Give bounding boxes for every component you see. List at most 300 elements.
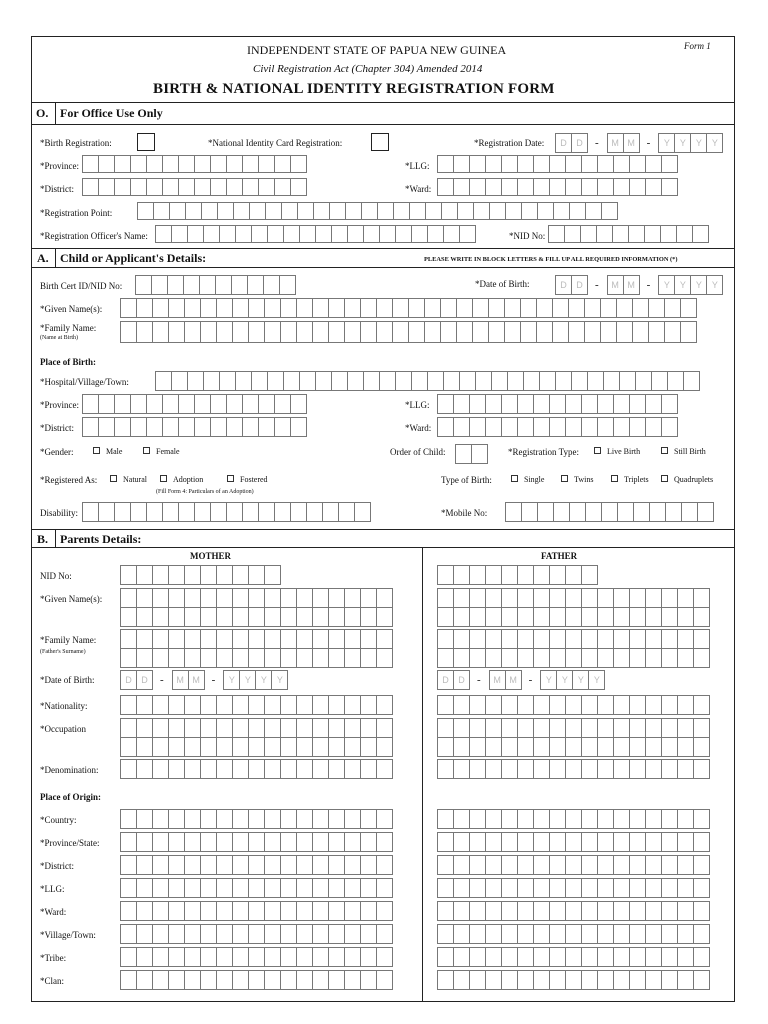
char-cell[interactable] xyxy=(581,970,598,990)
char-cell[interactable] xyxy=(187,225,204,243)
char-cell[interactable] xyxy=(581,947,598,967)
char-cell[interactable] xyxy=(469,648,486,668)
char-cell[interactable] xyxy=(184,924,201,944)
char-cell[interactable] xyxy=(453,178,470,196)
char-cell[interactable] xyxy=(629,855,646,875)
char-cell[interactable] xyxy=(437,901,454,921)
father-tribe-input[interactable] xyxy=(437,947,709,967)
char-cell[interactable] xyxy=(584,321,601,343)
char-cell[interactable] xyxy=(328,832,345,852)
char-cell[interactable] xyxy=(613,759,630,779)
char-cell[interactable] xyxy=(565,855,582,875)
char-cell[interactable] xyxy=(501,759,518,779)
char-cell[interactable] xyxy=(661,718,678,738)
char-cell[interactable] xyxy=(312,629,329,649)
char-cell[interactable] xyxy=(200,607,217,627)
char-cell[interactable] xyxy=(265,202,282,220)
char-cell[interactable] xyxy=(517,970,534,990)
char-cell[interactable] xyxy=(645,947,662,967)
hospital-input[interactable] xyxy=(155,371,699,391)
char-cell[interactable] xyxy=(232,970,249,990)
char-cell[interactable] xyxy=(581,718,598,738)
date-year-cell[interactable]: Y xyxy=(556,670,573,690)
char-cell[interactable] xyxy=(313,202,330,220)
date-year-cell[interactable]: Y xyxy=(658,133,675,153)
char-cell[interactable] xyxy=(617,502,634,522)
char-cell[interactable] xyxy=(296,855,313,875)
char-cell[interactable] xyxy=(363,371,380,391)
char-cell[interactable] xyxy=(677,832,694,852)
char-cell[interactable] xyxy=(168,737,185,757)
date-year-group[interactable] xyxy=(540,670,604,690)
char-cell[interactable] xyxy=(264,737,281,757)
char-cell[interactable] xyxy=(629,588,646,608)
father-clan-input[interactable] xyxy=(437,970,709,990)
char-cell[interactable] xyxy=(328,970,345,990)
char-cell[interactable] xyxy=(171,371,188,391)
char-cell[interactable] xyxy=(693,970,710,990)
date-day-cell[interactable]: D xyxy=(453,670,470,690)
char-cell[interactable] xyxy=(232,565,249,585)
char-cell[interactable] xyxy=(629,695,646,715)
char-cell[interactable] xyxy=(661,695,678,715)
char-cell[interactable] xyxy=(645,832,662,852)
child-district-input[interactable] xyxy=(82,417,306,437)
char-cell[interactable] xyxy=(280,947,297,967)
char-cell[interactable] xyxy=(312,607,329,627)
char-cell[interactable] xyxy=(523,371,540,391)
char-cell[interactable] xyxy=(549,901,566,921)
char-cell[interactable] xyxy=(613,901,630,921)
char-cell[interactable] xyxy=(437,947,454,967)
char-cell[interactable] xyxy=(453,832,470,852)
char-cell[interactable] xyxy=(536,321,553,343)
char-cell[interactable] xyxy=(649,502,666,522)
char-cell[interactable] xyxy=(232,832,249,852)
char-cell[interactable] xyxy=(146,502,163,522)
char-cell[interactable] xyxy=(153,202,170,220)
char-cell[interactable] xyxy=(517,855,534,875)
char-cell[interactable] xyxy=(549,695,566,715)
date-month-cell[interactable]: M xyxy=(489,670,506,690)
char-cell[interactable] xyxy=(152,298,169,318)
char-cell[interactable] xyxy=(549,718,566,738)
char-cell[interactable] xyxy=(533,924,550,944)
char-cell[interactable] xyxy=(280,970,297,990)
char-cell[interactable] xyxy=(661,178,678,196)
father-ward-input[interactable] xyxy=(437,901,709,921)
char-cell[interactable] xyxy=(184,607,201,627)
char-cell[interactable] xyxy=(200,737,217,757)
char-cell[interactable] xyxy=(231,275,248,295)
char-cell[interactable] xyxy=(651,371,668,391)
char-cell[interactable] xyxy=(232,737,249,757)
char-cell[interactable] xyxy=(501,947,518,967)
char-cell[interactable] xyxy=(130,178,147,196)
char-cell[interactable] xyxy=(296,298,313,318)
char-cell[interactable] xyxy=(501,565,518,585)
char-cell[interactable] xyxy=(613,394,630,414)
char-cell[interactable] xyxy=(280,321,297,343)
char-cell[interactable] xyxy=(533,901,550,921)
char-cell[interactable] xyxy=(130,394,147,414)
char-cell[interactable] xyxy=(644,225,661,243)
char-cell[interactable] xyxy=(437,878,454,898)
char-cell[interactable] xyxy=(178,394,195,414)
char-cell[interactable] xyxy=(162,502,179,522)
char-cell[interactable] xyxy=(258,155,275,173)
date-year-cell[interactable]: Y xyxy=(223,670,240,690)
char-cell[interactable] xyxy=(517,565,534,585)
char-cell[interactable] xyxy=(629,970,646,990)
char-cell[interactable] xyxy=(136,855,153,875)
char-cell[interactable] xyxy=(167,275,184,295)
char-cell[interactable] xyxy=(312,832,329,852)
live-birth-checkbox[interactable] xyxy=(594,447,601,454)
char-cell[interactable] xyxy=(82,502,99,522)
char-cell[interactable] xyxy=(283,371,300,391)
char-cell[interactable] xyxy=(152,588,169,608)
char-cell[interactable] xyxy=(258,502,275,522)
char-cell[interactable] xyxy=(216,970,233,990)
char-cell[interactable] xyxy=(693,809,710,829)
date-year-cell[interactable]: Y xyxy=(255,670,272,690)
char-cell[interactable] xyxy=(629,394,646,414)
char-cell[interactable] xyxy=(587,371,604,391)
char-cell[interactable] xyxy=(677,718,694,738)
char-cell[interactable] xyxy=(216,901,233,921)
twins-checkbox[interactable] xyxy=(561,475,568,482)
char-cell[interactable] xyxy=(184,737,201,757)
char-cell[interactable] xyxy=(565,759,582,779)
char-cell[interactable] xyxy=(456,298,473,318)
char-cell[interactable] xyxy=(98,502,115,522)
char-cell[interactable] xyxy=(677,970,694,990)
mother-nationality-input[interactable] xyxy=(120,695,392,715)
char-cell[interactable] xyxy=(661,737,678,757)
char-cell[interactable] xyxy=(549,629,566,649)
char-cell[interactable] xyxy=(152,901,169,921)
char-cell[interactable] xyxy=(82,417,99,437)
char-cell[interactable] xyxy=(344,970,361,990)
char-cell[interactable] xyxy=(677,648,694,668)
char-cell[interactable] xyxy=(329,202,346,220)
char-cell[interactable] xyxy=(645,737,662,757)
char-cell[interactable] xyxy=(98,178,115,196)
date-day-group[interactable] xyxy=(437,670,469,690)
char-cell[interactable] xyxy=(130,502,147,522)
char-cell[interactable] xyxy=(152,321,169,343)
char-cell[interactable] xyxy=(521,202,538,220)
char-cell[interactable] xyxy=(613,855,630,875)
char-cell[interactable] xyxy=(152,855,169,875)
char-cell[interactable] xyxy=(248,588,265,608)
char-cell[interactable] xyxy=(210,417,227,437)
char-cell[interactable] xyxy=(533,629,550,649)
char-cell[interactable] xyxy=(354,502,371,522)
char-cell[interactable] xyxy=(216,588,233,608)
char-cell[interactable] xyxy=(184,970,201,990)
char-cell[interactable] xyxy=(200,565,217,585)
char-cell[interactable] xyxy=(693,901,710,921)
char-cell[interactable] xyxy=(120,629,137,649)
child-ward-input[interactable] xyxy=(437,417,677,437)
char-cell[interactable] xyxy=(441,202,458,220)
char-cell[interactable] xyxy=(216,629,233,649)
char-cell[interactable] xyxy=(152,970,169,990)
char-cell[interactable] xyxy=(517,737,534,757)
char-cell[interactable] xyxy=(344,832,361,852)
date-day-cell[interactable]: D xyxy=(555,275,572,295)
char-cell[interactable] xyxy=(425,202,442,220)
char-cell[interactable] xyxy=(360,695,377,715)
char-cell[interactable] xyxy=(200,759,217,779)
char-cell[interactable] xyxy=(517,607,534,627)
char-cell[interactable] xyxy=(216,832,233,852)
office-llg-input[interactable] xyxy=(437,155,677,173)
char-cell[interactable] xyxy=(437,924,454,944)
char-cell[interactable] xyxy=(453,809,470,829)
char-cell[interactable] xyxy=(376,924,393,944)
char-cell[interactable] xyxy=(629,809,646,829)
char-cell[interactable] xyxy=(248,565,265,585)
date-month-cell[interactable]: M xyxy=(188,670,205,690)
char-cell[interactable] xyxy=(169,202,186,220)
char-cell[interactable] xyxy=(162,394,179,414)
char-cell[interactable] xyxy=(242,178,259,196)
char-cell[interactable] xyxy=(312,737,329,757)
char-cell[interactable] xyxy=(296,901,313,921)
char-cell[interactable] xyxy=(533,718,550,738)
char-cell[interactable] xyxy=(533,178,550,196)
char-cell[interactable] xyxy=(146,394,163,414)
char-cell[interactable] xyxy=(210,394,227,414)
char-cell[interactable] xyxy=(248,718,265,738)
char-cell[interactable] xyxy=(648,298,665,318)
char-cell[interactable] xyxy=(347,371,364,391)
char-cell[interactable] xyxy=(600,321,617,343)
char-cell[interactable] xyxy=(233,202,250,220)
char-cell[interactable] xyxy=(120,648,137,668)
char-cell[interactable] xyxy=(376,855,393,875)
char-cell[interactable] xyxy=(427,371,444,391)
char-cell[interactable] xyxy=(280,809,297,829)
char-cell[interactable] xyxy=(469,178,486,196)
char-cell[interactable] xyxy=(677,855,694,875)
char-cell[interactable] xyxy=(344,629,361,649)
female-checkbox[interactable] xyxy=(143,447,150,454)
char-cell[interactable] xyxy=(146,155,163,173)
char-cell[interactable] xyxy=(469,947,486,967)
char-cell[interactable] xyxy=(453,695,470,715)
char-cell[interactable] xyxy=(485,695,502,715)
char-cell[interactable] xyxy=(312,855,329,875)
char-cell[interactable] xyxy=(471,444,488,464)
char-cell[interactable] xyxy=(455,444,472,464)
char-cell[interactable] xyxy=(146,178,163,196)
mother-ward-input[interactable] xyxy=(120,901,392,921)
char-cell[interactable] xyxy=(344,924,361,944)
char-cell[interactable] xyxy=(312,901,329,921)
char-cell[interactable] xyxy=(200,648,217,668)
char-cell[interactable] xyxy=(120,737,137,757)
char-cell[interactable] xyxy=(533,607,550,627)
char-cell[interactable] xyxy=(216,695,233,715)
char-cell[interactable] xyxy=(184,718,201,738)
char-cell[interactable] xyxy=(469,417,486,437)
char-cell[interactable] xyxy=(184,321,201,343)
char-cell[interactable] xyxy=(612,225,629,243)
char-cell[interactable] xyxy=(629,737,646,757)
char-cell[interactable] xyxy=(120,588,137,608)
char-cell[interactable] xyxy=(152,878,169,898)
date-day-group[interactable] xyxy=(555,133,587,153)
father-llg-input[interactable] xyxy=(437,878,709,898)
char-cell[interactable] xyxy=(168,759,185,779)
char-cell[interactable] xyxy=(194,178,211,196)
char-cell[interactable] xyxy=(501,924,518,944)
char-cell[interactable] xyxy=(597,607,614,627)
char-cell[interactable] xyxy=(473,202,490,220)
char-cell[interactable] xyxy=(485,832,502,852)
char-cell[interactable] xyxy=(248,970,265,990)
char-cell[interactable] xyxy=(328,588,345,608)
char-cell[interactable] xyxy=(485,417,502,437)
char-cell[interactable] xyxy=(552,321,569,343)
char-cell[interactable] xyxy=(360,970,377,990)
char-cell[interactable] xyxy=(216,924,233,944)
char-cell[interactable] xyxy=(549,607,566,627)
char-cell[interactable] xyxy=(533,417,550,437)
char-cell[interactable] xyxy=(264,718,281,738)
char-cell[interactable] xyxy=(328,321,345,343)
char-cell[interactable] xyxy=(168,924,185,944)
char-cell[interactable] xyxy=(585,502,602,522)
char-cell[interactable] xyxy=(136,298,153,318)
char-cell[interactable] xyxy=(549,924,566,944)
char-cell[interactable] xyxy=(533,832,550,852)
char-cell[interactable] xyxy=(459,225,476,243)
char-cell[interactable] xyxy=(152,924,169,944)
nid-registration-checkbox[interactable] xyxy=(371,133,389,151)
office-province-input[interactable] xyxy=(82,155,306,173)
char-cell[interactable] xyxy=(136,321,153,343)
char-cell[interactable] xyxy=(120,947,137,967)
char-cell[interactable] xyxy=(613,737,630,757)
char-cell[interactable] xyxy=(581,901,598,921)
char-cell[interactable] xyxy=(693,629,710,649)
char-cell[interactable] xyxy=(565,417,582,437)
char-cell[interactable] xyxy=(258,417,275,437)
char-cell[interactable] xyxy=(613,607,630,627)
char-cell[interactable] xyxy=(248,878,265,898)
still-birth-checkbox[interactable] xyxy=(661,447,668,454)
char-cell[interactable] xyxy=(485,947,502,967)
char-cell[interactable] xyxy=(533,737,550,757)
char-cell[interactable] xyxy=(184,855,201,875)
char-cell[interactable] xyxy=(136,718,153,738)
char-cell[interactable] xyxy=(264,629,281,649)
char-cell[interactable] xyxy=(568,321,585,343)
char-cell[interactable] xyxy=(645,417,662,437)
char-cell[interactable] xyxy=(517,695,534,715)
fostered-checkbox[interactable] xyxy=(227,475,234,482)
char-cell[interactable] xyxy=(469,809,486,829)
char-cell[interactable] xyxy=(114,502,131,522)
char-cell[interactable] xyxy=(629,417,646,437)
char-cell[interactable] xyxy=(136,832,153,852)
char-cell[interactable] xyxy=(581,565,598,585)
char-cell[interactable] xyxy=(344,718,361,738)
char-cell[interactable] xyxy=(501,809,518,829)
char-cell[interactable] xyxy=(114,394,131,414)
char-cell[interactable] xyxy=(457,202,474,220)
char-cell[interactable] xyxy=(393,202,410,220)
mother-given-input-1[interactable] xyxy=(120,588,392,608)
char-cell[interactable] xyxy=(264,298,281,318)
char-cell[interactable] xyxy=(280,629,297,649)
char-cell[interactable] xyxy=(297,202,314,220)
char-cell[interactable] xyxy=(279,275,296,295)
mother-village-input[interactable] xyxy=(120,924,392,944)
char-cell[interactable] xyxy=(645,629,662,649)
char-cell[interactable] xyxy=(280,901,297,921)
char-cell[interactable] xyxy=(232,588,249,608)
char-cell[interactable] xyxy=(456,321,473,343)
char-cell[interactable] xyxy=(200,970,217,990)
char-cell[interactable] xyxy=(290,417,307,437)
char-cell[interactable] xyxy=(453,878,470,898)
char-cell[interactable] xyxy=(360,901,377,921)
char-cell[interactable] xyxy=(485,607,502,627)
char-cell[interactable] xyxy=(488,321,505,343)
char-cell[interactable] xyxy=(437,718,454,738)
char-cell[interactable] xyxy=(251,371,268,391)
char-cell[interactable] xyxy=(645,607,662,627)
date-year-cell[interactable]: Y xyxy=(690,275,707,295)
char-cell[interactable] xyxy=(200,588,217,608)
char-cell[interactable] xyxy=(203,371,220,391)
char-cell[interactable] xyxy=(226,155,243,173)
char-cell[interactable] xyxy=(264,878,281,898)
char-cell[interactable] xyxy=(248,759,265,779)
char-cell[interactable] xyxy=(264,607,281,627)
char-cell[interactable] xyxy=(98,155,115,173)
char-cell[interactable] xyxy=(597,718,614,738)
char-cell[interactable] xyxy=(597,178,614,196)
char-cell[interactable] xyxy=(491,371,508,391)
date-year-cell[interactable]: Y xyxy=(658,275,675,295)
char-cell[interactable] xyxy=(152,737,169,757)
char-cell[interactable] xyxy=(485,970,502,990)
char-cell[interactable] xyxy=(453,417,470,437)
char-cell[interactable] xyxy=(210,155,227,173)
char-cell[interactable] xyxy=(312,298,329,318)
char-cell[interactable] xyxy=(120,809,137,829)
char-cell[interactable] xyxy=(264,695,281,715)
char-cell[interactable] xyxy=(136,901,153,921)
char-cell[interactable] xyxy=(360,737,377,757)
char-cell[interactable] xyxy=(501,648,518,668)
mother-occupation-input-1[interactable] xyxy=(120,718,392,738)
char-cell[interactable] xyxy=(437,155,454,173)
mother-nid-input[interactable] xyxy=(120,565,280,585)
char-cell[interactable] xyxy=(517,648,534,668)
char-cell[interactable] xyxy=(469,878,486,898)
char-cell[interactable] xyxy=(613,648,630,668)
char-cell[interactable] xyxy=(549,947,566,967)
office-nid-input[interactable] xyxy=(548,225,708,243)
